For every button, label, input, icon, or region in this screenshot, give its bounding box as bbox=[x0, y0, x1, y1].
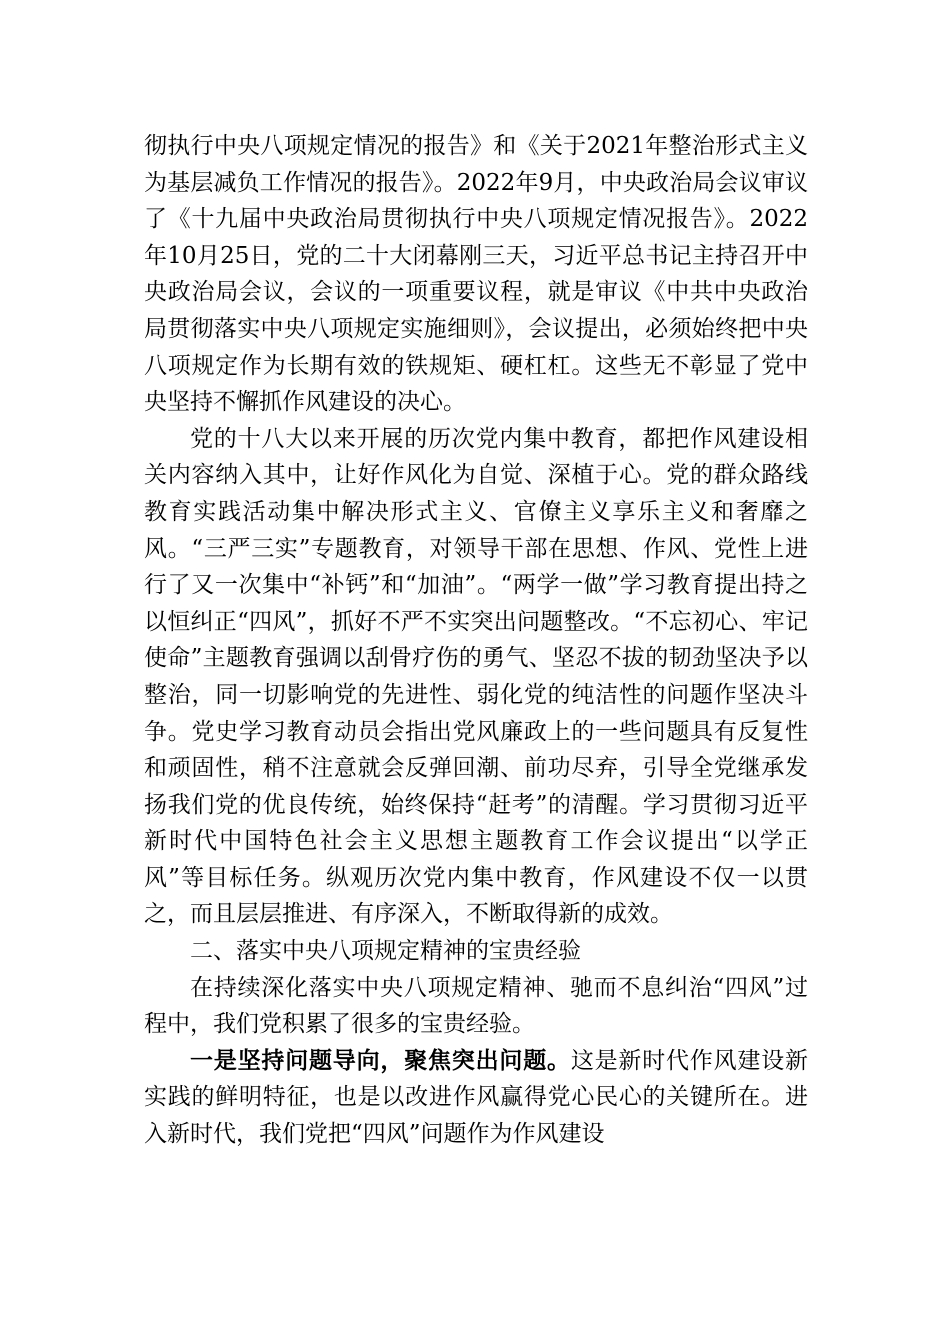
section-heading: 二、落实中央八项规定精神的宝贵经验 bbox=[190, 938, 581, 965]
document-body bbox=[144, 128, 808, 1153]
point-one-text: 这是新时代作风建设新实践的鲜明特征，也是以改进作风赢得党心民心的关键所在。进入新时代，我们党把“四风”问题作为作风建设 bbox=[144, 1047, 809, 1148]
point-one-lead: 一是坚持问题导向，聚焦突出问题。 bbox=[190, 1046, 571, 1074]
paragraph-concentrated-education: 党的十八大以来开展的历次党内集中教育，都把作风建设相关内容纳入其中，让好作风化为自觉、深植于心。党的群众路线教育实践活动集中解决形式主义、官僚主义享乐主义和奢靡之风。“三严三实”专题教育，对领导干部在思想、作风、党性上进行了又一次集中“补钙”和“加油”。“两学一做”学习教育提出持之以恒纠正“四风”，抓好不严不实突出问题整改。“不忘初心、牢记使命”主题教育强调以刮骨疗伤的勇气、坚忍不拔的韧劲坚决予以整治，同一切影响党的先进性、弱化党的纯洁性的问题作坚决斗争。党史学习教育动员会指出党风廉政上的一些问题具有反复性和顽固性，稍不注意就会反弹回潮、前功尽弃，引导全党继承发扬我们党的优良传统，始终保持“赶考”的清醒。学习贯彻习近平新时代中国特色社会主义思想主题教育工作会议提出“以学正风”等目标任务。纵观历次党内集中教育，作风建设不仅一以贯之，而且层层推进、有序深入，不断取得新的成效。 bbox=[144, 425, 808, 928]
paragraph-point-one bbox=[144, 1043, 808, 1153]
paragraph-intro: 在持续深化落实中央八项规定精神、驰而不息纠治“四风”过程中，我们党积累了很多的宝贵经验。 bbox=[144, 974, 808, 1038]
paragraph-continuation: 彻执行中央八项规定情况的报告》和《关于2021年整治形式主义为基层减负工作情况的报告》。2022年9月，中央政治局会议审议了《十九届中央政治局贯彻执行中央八项规定情况报告》。2022年10月25日，党的二十大闭幕刚三天，习近平总书记主持召开中央政治局会议，会议的一项重要议程，就是审议《中共中央政治局贯彻落实中央八项规定实施细则》，会议提出，必须始终把中央八项规定作为长期有效的铁规矩、硬杠杠。这些无不彰显了党中央坚持不懈抓作风建设的决心。 bbox=[144, 133, 808, 416]
